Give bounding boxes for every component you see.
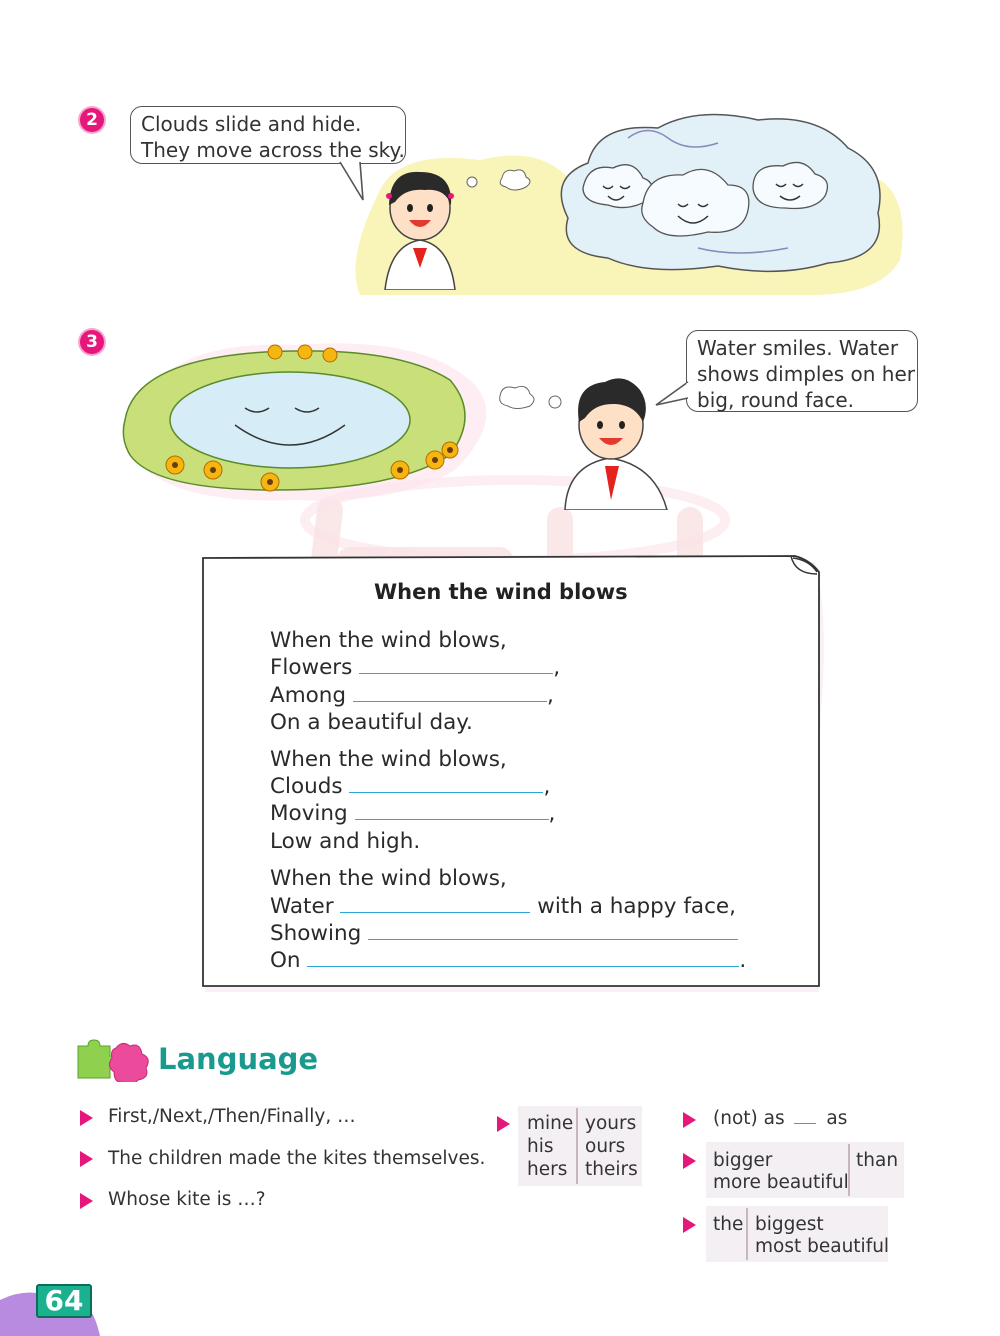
superlative-word: biggest xyxy=(755,1214,824,1235)
poem-punct: , xyxy=(548,801,556,826)
poem-line xyxy=(270,801,555,826)
answer-blank[interactable] xyxy=(353,701,547,702)
poem-punct: , xyxy=(543,774,551,799)
poem-line: When the wind blows, xyxy=(270,866,507,891)
speech-bubble-water xyxy=(686,330,918,412)
as-text: (not) as xyxy=(713,1108,785,1129)
poem-text: with a happy face, xyxy=(537,894,736,919)
poem-line xyxy=(270,655,560,680)
pronoun: yours xyxy=(585,1113,637,1134)
answer-blank[interactable] xyxy=(359,673,553,674)
poem-punct: , xyxy=(546,683,554,708)
than-word: than xyxy=(856,1150,899,1171)
clouds-illustration xyxy=(548,108,888,278)
divider xyxy=(746,1208,748,1260)
language-item: First,/Next,/Then/Finally, … xyxy=(108,1106,356,1127)
comparative-word: more beautiful xyxy=(713,1172,849,1193)
bullet-icon xyxy=(80,1110,93,1126)
answer-blank[interactable] xyxy=(355,819,549,820)
answer-blank[interactable] xyxy=(368,939,738,940)
poem-text: On xyxy=(270,948,301,973)
bubble-line: They move across the sky. xyxy=(141,138,405,162)
as-text: as xyxy=(826,1108,848,1129)
bubble-line: big, round face. xyxy=(697,388,855,412)
section-number-3: 3 xyxy=(80,330,104,354)
answer-blank[interactable] xyxy=(349,792,543,793)
poem-punct: , xyxy=(553,655,561,680)
bubble-line: Clouds slide and hide. xyxy=(141,112,362,136)
bubble-line: shows dimples on her xyxy=(697,362,916,386)
poem-line xyxy=(270,894,736,919)
bullet-icon xyxy=(683,1112,696,1128)
page-number: 64 xyxy=(36,1284,92,1318)
poem-text: Moving xyxy=(270,801,348,826)
poem-line: When the wind blows, xyxy=(270,747,507,772)
bullet-icon xyxy=(80,1151,93,1167)
poem-line: On a beautiful day. xyxy=(270,710,473,735)
language-title: Language xyxy=(158,1042,319,1076)
girl-illustration xyxy=(365,160,475,290)
comparative-word: bigger xyxy=(713,1150,773,1171)
pond-illustration xyxy=(95,330,515,510)
pronoun: theirs xyxy=(585,1159,638,1180)
poem-line xyxy=(270,774,550,799)
answer-blank[interactable] xyxy=(307,966,739,967)
poem-line: When the wind blows, xyxy=(270,628,507,653)
speech-bubble-clouds xyxy=(130,106,406,164)
bubble-tail-2 xyxy=(652,380,692,410)
language-item: The children made the kites themselves. xyxy=(108,1148,486,1169)
poem-line: Low and high. xyxy=(270,829,421,854)
poem-line xyxy=(270,683,554,708)
divider xyxy=(576,1108,578,1184)
language-item: Whose kite is …? xyxy=(108,1189,266,1210)
superlative-word: most beautiful xyxy=(755,1236,890,1257)
poem-title: When the wind blows xyxy=(374,580,628,604)
poem-text: Showing xyxy=(270,921,362,946)
pronoun: mine xyxy=(527,1113,574,1134)
bullet-icon xyxy=(683,1217,696,1233)
bullet-icon xyxy=(497,1116,510,1132)
puzzle-icon xyxy=(74,1038,154,1082)
section-number-2: 2 xyxy=(80,108,104,132)
poem-punct: . xyxy=(739,948,747,973)
poem-text: Among xyxy=(270,683,347,708)
as-as-pattern xyxy=(713,1108,847,1129)
the-word: the xyxy=(713,1214,744,1235)
answer-blank[interactable] xyxy=(340,912,530,913)
pronoun: his xyxy=(527,1136,554,1157)
pronoun: ours xyxy=(585,1136,626,1157)
bubble-line: Water smiles. Water xyxy=(697,336,899,360)
poem-line xyxy=(270,921,738,946)
bullet-icon xyxy=(80,1193,93,1209)
thought-dots xyxy=(462,160,542,200)
answer-blank xyxy=(794,1123,816,1124)
poem-line xyxy=(270,948,746,973)
poem-text: Clouds xyxy=(270,774,343,799)
poem-text: Flowers xyxy=(270,655,353,680)
bullet-icon xyxy=(683,1153,696,1169)
poem-text: Water xyxy=(270,894,334,919)
pronoun: hers xyxy=(527,1159,568,1180)
